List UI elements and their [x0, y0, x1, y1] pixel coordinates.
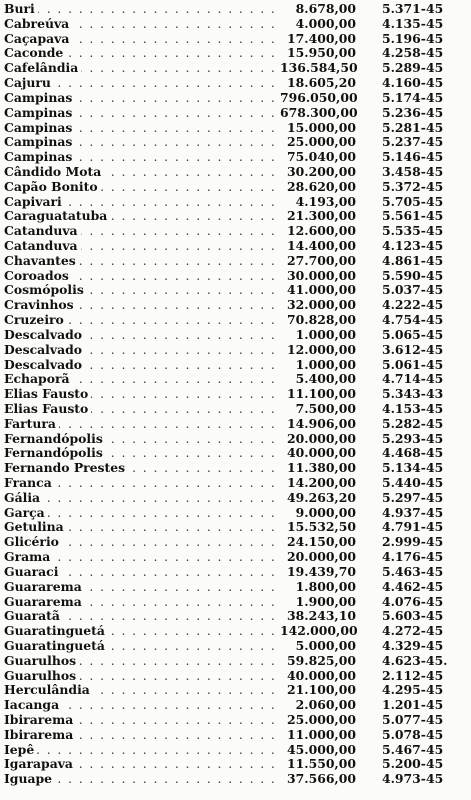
reference-code-cell: 5.561-45 — [382, 208, 444, 224]
reference-code-cell: 2.999-45 — [382, 534, 444, 550]
municipality-name-cell — [4, 757, 280, 772]
municipality-name: Chavantes — [4, 254, 79, 268]
table-row — [4, 121, 466, 136]
municipality-name: Cafelândia — [4, 61, 81, 75]
table-row — [4, 372, 466, 387]
municipality-name: Fartura — [4, 417, 59, 431]
amount-cell: 136.584,50 — [280, 60, 358, 76]
table-row — [4, 683, 466, 698]
municipality-name: Fernando Prestes — [4, 461, 128, 475]
municipality-name: Descalvado — [4, 358, 85, 372]
table-row — [4, 713, 466, 728]
municipality-name-cell — [4, 283, 280, 298]
table-row — [4, 654, 466, 669]
amount-cell: 25.000,00 — [287, 134, 356, 150]
amount-cell: 75.040,00 — [287, 149, 356, 165]
table-row — [4, 491, 466, 506]
amount-cell: 4.193,00 — [295, 193, 356, 209]
municipality-name: Caçapava — [4, 32, 72, 46]
municipality-name-cell — [4, 328, 280, 343]
amount-cell: 14.906,00 — [287, 415, 356, 431]
municipality-name: Caconde — [4, 46, 66, 60]
table-row — [4, 135, 466, 150]
amount-cell: 796.050,00 — [280, 89, 358, 105]
reference-code-cell: 4.176-45 — [382, 549, 444, 565]
municipality-name: Capivari — [4, 195, 65, 209]
reference-code-cell: 5.134-45 — [382, 460, 444, 476]
amount-cell: 32.000,00 — [287, 297, 356, 313]
municipality-name-cell — [4, 298, 280, 313]
reference-code-cell: 4.329-45 — [382, 637, 444, 653]
amount-cell: 45.000,00 — [287, 741, 356, 757]
reference-code-cell: 5.297-45 — [382, 489, 444, 505]
reference-code-cell: 4.714-45 — [382, 371, 444, 387]
table-row — [4, 328, 466, 343]
reference-code-cell: 4.791-45 — [382, 519, 444, 535]
reference-code-cell: 5.146-45 — [382, 149, 444, 165]
amount-cell: 15.532,50 — [287, 519, 356, 535]
municipality-name-cell — [4, 46, 280, 61]
table-row — [4, 76, 466, 91]
reference-code-cell: 1.201-45 — [382, 697, 444, 713]
reference-code-cell: 4.937-45 — [382, 504, 444, 520]
reference-code-cell: 4.258-45 — [382, 45, 444, 61]
table-row — [4, 343, 466, 358]
reference-code-cell: 4.135-45 — [382, 15, 444, 31]
amount-cell: 11.380,00 — [287, 460, 356, 476]
table-row — [4, 224, 466, 239]
table-row — [4, 417, 466, 432]
municipality-name: Coroados — [4, 269, 72, 283]
amount-cell: 678.300,00 — [280, 104, 358, 120]
table-row — [4, 195, 466, 210]
table-row — [4, 387, 466, 402]
reference-code-cell: 5.078-45 — [382, 726, 444, 742]
municipality-name-cell — [4, 565, 280, 580]
municipality-name-cell — [4, 595, 280, 610]
municipality-name-cell — [4, 32, 280, 47]
municipality-name: Catanduva — [4, 224, 81, 238]
table-row — [4, 180, 466, 195]
municipality-name-cell — [4, 254, 280, 269]
municipality-name: Guaratinguetá — [4, 639, 108, 653]
table-row — [4, 358, 466, 373]
table-row — [4, 446, 466, 461]
reference-code-cell: 5.061-45 — [382, 356, 444, 372]
amount-cell: 17.400,00 — [287, 30, 356, 46]
municipality-name: Guararema — [4, 580, 85, 594]
amount-cell: 15.950,00 — [287, 45, 356, 61]
amount-cell: 8.678,00 — [295, 1, 356, 16]
table-row — [4, 520, 466, 535]
municipality-name-cell — [4, 387, 280, 402]
municipality-name: Campinas — [4, 135, 75, 149]
table-row — [4, 239, 466, 254]
reference-code-cell: 5.237-45 — [382, 134, 444, 150]
reference-code-cell: 5.037-45 — [382, 282, 444, 298]
table-row — [4, 476, 466, 491]
municipality-name-cell — [4, 2, 280, 17]
amount-cell: 5.400,00 — [295, 371, 356, 387]
amount-cell: 70.828,00 — [287, 312, 356, 328]
table-row — [4, 17, 466, 32]
amount-cell: 14.400,00 — [287, 238, 356, 253]
municipality-name-cell — [4, 713, 280, 728]
amount-cell: 5.000,00 — [295, 637, 356, 653]
municipality-name-cell — [4, 150, 280, 165]
municipality-name-cell — [4, 165, 280, 180]
amount-cell: 21.300,00 — [287, 208, 356, 224]
table-row — [4, 269, 466, 284]
reference-code-cell: 4.861-45 — [382, 252, 444, 268]
municipality-name-cell — [4, 61, 280, 76]
municipality-name-cell — [4, 417, 280, 432]
municipality-name-cell — [4, 180, 280, 195]
table-row — [4, 698, 466, 713]
amount-cell: 24.150,00 — [287, 534, 356, 550]
municipality-name: Garça — [4, 506, 48, 520]
table-row — [4, 535, 466, 550]
municipality-name: Descalvado — [4, 343, 85, 357]
reference-code-cell: 4.160-45 — [382, 75, 444, 91]
municipality-name: Cosmópolis — [4, 283, 87, 297]
reference-code-cell: 4.754-45 — [382, 312, 444, 328]
amount-cell: 38.243,10 — [287, 608, 356, 624]
amount-cell: 12.600,00 — [287, 223, 356, 239]
amount-cell: 11.100,00 — [287, 386, 356, 402]
reference-code-cell: 3.612-45 — [382, 341, 444, 357]
table-row — [4, 165, 466, 180]
reference-code-cell: 4.123-45 — [382, 238, 444, 253]
table-row — [4, 283, 466, 298]
municipality-name-cell — [4, 269, 280, 284]
municipality-name-cell — [4, 432, 280, 447]
municipality-name: Guarulhos — [4, 654, 79, 668]
amount-cell: 12.000,00 — [287, 341, 356, 357]
reference-code-cell: 4.076-45 — [382, 593, 444, 609]
amount-cell: 4.000,00 — [295, 15, 356, 31]
amount-cell: 7.500,00 — [295, 400, 356, 416]
amount-cell: 37.566,00 — [287, 771, 356, 787]
reference-code-cell: 4.623-45. — [382, 652, 448, 668]
table-row — [4, 313, 466, 328]
municipality-name-cell — [4, 91, 280, 106]
municipality-name: Gália — [4, 491, 43, 505]
municipality-name-cell — [4, 358, 280, 373]
municipality-name: Cajuru — [4, 76, 54, 90]
amount-cell: 18.605,20 — [287, 75, 356, 91]
table-row — [4, 150, 466, 165]
table-row — [4, 743, 466, 758]
amount-cell: 41.000,00 — [287, 282, 356, 298]
municipality-name-cell — [4, 224, 280, 239]
municipality-name-cell — [4, 772, 280, 787]
municipality-name-cell — [4, 372, 280, 387]
amount-cell: 20.000,00 — [287, 549, 356, 565]
reference-code-cell: 4.272-45 — [382, 623, 444, 639]
reference-code-cell: 5.590-45 — [382, 267, 444, 283]
table-row — [4, 595, 466, 610]
amount-cell: 2.060,00 — [295, 697, 356, 713]
municipality-name: Glicério — [4, 535, 62, 549]
reference-code-cell: 5.535-45 — [382, 223, 444, 239]
municipality-name: Echaporã — [4, 372, 73, 386]
municipality-name-cell — [4, 313, 280, 328]
municipality-name-cell — [4, 520, 280, 535]
municipality-name-cell — [4, 683, 280, 698]
reference-code-cell: 3.458-45 — [382, 163, 444, 179]
municipality-name: Catanduva — [4, 239, 81, 253]
municipality-name-cell — [4, 209, 280, 224]
table-row — [4, 580, 466, 595]
amount-cell: 49.263,20 — [287, 489, 356, 505]
reference-code-cell: 5.065-45 — [382, 326, 444, 342]
amount-cell: 20.000,00 — [287, 430, 356, 446]
municipality-name-cell — [4, 461, 280, 476]
table-row — [4, 106, 466, 121]
reference-code-cell: 5.463-45 — [382, 563, 444, 579]
reference-code-cell: 5.603-45 — [382, 608, 444, 624]
amount-cell: 9.000,00 — [295, 504, 356, 520]
amount-cell: 14.200,00 — [287, 475, 356, 490]
table-row — [4, 461, 466, 476]
municipality-name-cell — [4, 491, 280, 506]
reference-code-cell: 5.174-45 — [382, 89, 444, 105]
municipality-name: Guaratã — [4, 609, 63, 623]
municipality-name: Elias Fausto — [4, 402, 91, 416]
municipality-name: Descalvado — [4, 328, 85, 342]
table-row — [4, 298, 466, 313]
reference-code-cell: 5.282-45 — [382, 415, 444, 431]
amount-cell: 15.000,00 — [287, 119, 356, 135]
municipality-name-cell — [4, 654, 280, 669]
amount-cell: 19.439,70 — [287, 563, 356, 579]
municipality-name: Grama — [4, 550, 53, 564]
municipality-name-cell — [4, 195, 280, 210]
amount-cell: 40.000,00 — [287, 445, 356, 461]
municipality-name-cell — [4, 743, 280, 758]
municipality-name: Cruzeiro — [4, 313, 67, 327]
municipality-name-cell — [4, 476, 280, 491]
reference-code-cell: 5.077-45 — [382, 712, 444, 727]
table-row — [4, 772, 466, 787]
reference-code-cell: 4.468-45 — [382, 445, 444, 461]
table-row — [4, 32, 466, 47]
municipality-name: Franca — [4, 476, 55, 490]
municipality-name-cell — [4, 550, 280, 565]
municipality-name: Guaratinguetá — [4, 624, 108, 638]
municipality-name-cell — [4, 506, 280, 521]
municipality-name: Getulina — [4, 520, 67, 534]
amount-cell: 11.000,00 — [287, 726, 356, 742]
municipality-name: Campinas — [4, 150, 75, 164]
reference-code-cell: 4.462-45 — [382, 578, 444, 594]
amount-cell: 25.000,00 — [287, 712, 356, 727]
table-row — [4, 609, 466, 624]
amount-cell: 1.000,00 — [295, 356, 356, 372]
municipality-name: Igarapava — [4, 757, 76, 771]
municipality-name: Cravinhos — [4, 298, 77, 312]
municipality-name-cell — [4, 106, 280, 121]
municipality-name-cell — [4, 535, 280, 550]
municipality-name: Iguape — [4, 772, 55, 786]
municipality-name: Cabreúva — [4, 17, 72, 31]
municipality-name: Ibirarema — [4, 713, 76, 727]
municipality-name-cell — [4, 76, 280, 91]
municipality-name-cell — [4, 580, 280, 595]
municipality-name: Herculândia — [4, 683, 93, 697]
table-row — [4, 669, 466, 684]
municipality-name: Buri — [4, 2, 38, 16]
table-row — [4, 61, 466, 76]
table-row — [4, 46, 466, 61]
table-row — [4, 506, 466, 521]
municipality-name: Guaraci — [4, 565, 61, 579]
municipality-name-cell — [4, 446, 280, 461]
table-row — [4, 550, 466, 565]
municipality-name-cell — [4, 239, 280, 254]
reference-code-cell: 5.293-45 — [382, 430, 444, 446]
municipality-name: Caraguatatuba — [4, 209, 110, 223]
amount-cell: 59.825,00 — [287, 652, 356, 668]
municipality-name: Campinas — [4, 121, 75, 135]
municipality-name-cell — [4, 624, 280, 639]
table-row — [4, 757, 466, 772]
reference-code-cell: 5.440-45 — [382, 475, 444, 490]
municipality-name-cell — [4, 343, 280, 358]
municipality-name: Iacanga — [4, 698, 62, 712]
reference-code-cell: 5.200-45 — [382, 756, 444, 772]
table-row — [4, 209, 466, 224]
table-row — [4, 728, 466, 743]
reference-code-cell: 5.289-45 — [382, 60, 444, 76]
amount-cell: 40.000,00 — [287, 667, 356, 683]
reference-code-cell: 4.222-45 — [382, 297, 444, 313]
municipality-name: Capão Bonito — [4, 180, 101, 194]
municipality-name: Ibirarema — [4, 728, 76, 742]
municipality-name-cell — [4, 728, 280, 743]
municipality-name: Guarulhos — [4, 669, 79, 683]
amount-cell: 30.000,00 — [287, 267, 356, 283]
table-row — [4, 91, 466, 106]
table-row — [4, 254, 466, 269]
municipality-name: Guararema — [4, 595, 85, 609]
municipality-name: Campinas — [4, 106, 75, 120]
municipality-name-cell — [4, 669, 280, 684]
amount-cell: 11.550,00 — [287, 756, 356, 772]
reference-code-cell: 4.153-45 — [382, 400, 444, 416]
amount-cell: 1.000,00 — [295, 326, 356, 342]
reference-code-cell: 5.343-43 — [382, 386, 444, 402]
amount-cell: 28.620,00 — [287, 178, 356, 194]
table-row — [4, 402, 466, 417]
reference-code-cell: 5.196-45 — [382, 30, 444, 46]
reference-code-cell: 5.705-45 — [382, 193, 444, 209]
reference-code-cell: 5.467-45 — [382, 741, 444, 757]
municipality-name-cell — [4, 698, 280, 713]
municipality-name-cell — [4, 17, 280, 32]
reference-code-cell: 5.281-45 — [382, 119, 444, 135]
municipality-name: Cândido Mota — [4, 165, 104, 179]
municipality-name-cell — [4, 639, 280, 654]
table-row — [4, 639, 466, 654]
reference-code-cell: 5.371-45 — [382, 1, 444, 16]
amount-cell: 142.000,00 — [280, 623, 358, 639]
reference-code-cell: 2.112-45 — [382, 667, 444, 683]
municipality-name: Iepê — [4, 743, 37, 757]
table-row — [4, 2, 466, 17]
table-row — [4, 624, 466, 639]
reference-code-cell: 4.295-45 — [382, 682, 444, 698]
municipality-name: Fernandópolis — [4, 432, 106, 446]
amount-cell: 30.200,00 — [287, 163, 356, 179]
municipality-name-cell — [4, 609, 280, 624]
reference-code-cell: 5.236-45 — [382, 104, 444, 120]
amount-cell: 1.900,00 — [295, 593, 356, 609]
municipality-name-cell — [4, 135, 280, 150]
reference-code-cell: 4.973-45 — [382, 771, 444, 787]
municipality-name-cell — [4, 121, 280, 136]
municipality-ledger — [4, 2, 466, 787]
municipality-name: Elias Fausto — [4, 387, 91, 401]
table-row — [4, 565, 466, 580]
municipality-name: Fernandópolis — [4, 446, 106, 460]
municipality-name-cell — [4, 402, 280, 417]
municipality-name: Campinas — [4, 91, 75, 105]
amount-cell: 21.100,00 — [287, 682, 356, 698]
amount-cell: 1.800,00 — [295, 578, 356, 594]
table-row — [4, 432, 466, 447]
reference-code-cell: 5.372-45 — [382, 178, 444, 194]
amount-cell: 27.700,00 — [287, 252, 356, 268]
